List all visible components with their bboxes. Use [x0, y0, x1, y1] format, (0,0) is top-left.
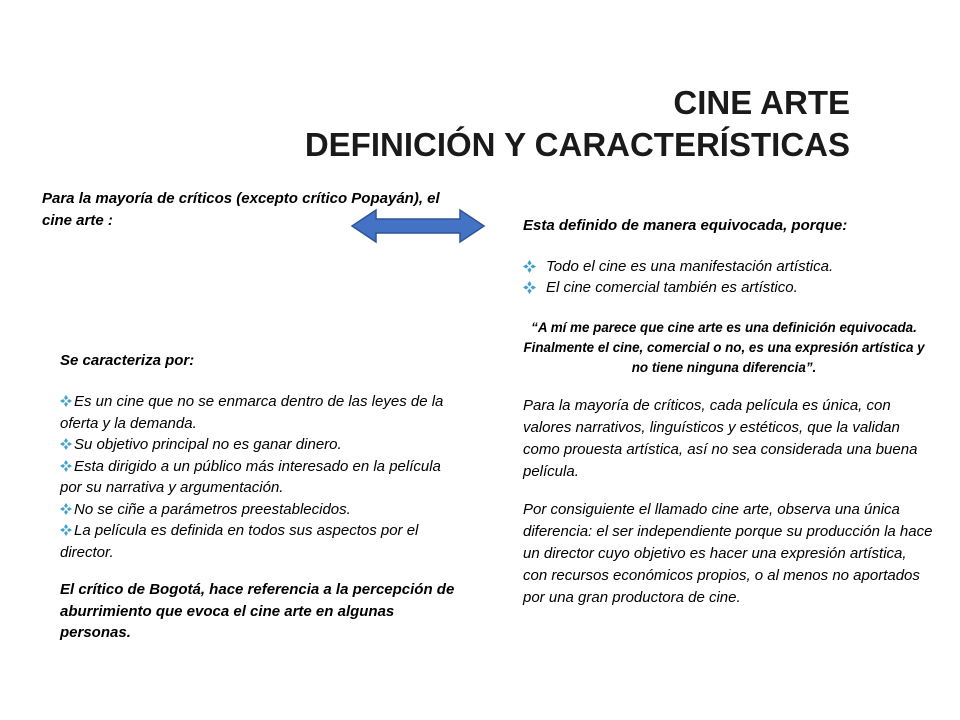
right-heading: Esta definido de manera equivocada, porque:	[523, 217, 848, 234]
diamond-bullet-icon	[60, 438, 72, 450]
diamond-bullet-icon	[60, 524, 72, 536]
diamond-bullet-icon	[523, 281, 536, 294]
right-bullet-list	[523, 256, 933, 298]
list-item	[523, 277, 933, 298]
bogota-critic-note: El crítico de Bogotá, hace referencia a la percepción de aburrimiento que evoca el cine arte en algunas personas.	[60, 581, 455, 641]
diamond-bullet-icon	[60, 503, 72, 515]
intro-text: Para la mayoría de críticos (excepto crítico Popayán), el cine arte :	[42, 190, 440, 229]
quote-text: “A mí me parece que cine arte es una definición equivocada. Finalmente el cine, comercial o no, es una expresión artística y no tiene ninguna diferencia”.	[523, 320, 925, 375]
diamond-bullet-icon	[60, 460, 72, 472]
title-line-2: DEFINICIÓN Y CARACTERÍSTICAS	[304, 126, 850, 163]
left-bullet-list	[60, 391, 460, 563]
right-bullet-text: El cine comercial también es artístico.	[546, 279, 798, 296]
left-column	[60, 350, 460, 644]
right-column	[523, 215, 933, 609]
left-bullet-text: Esta dirigido a un público más interesado en la película por su narrativa y argumentación.	[60, 457, 441, 496]
list-item	[523, 256, 933, 277]
right-bullet-text: Todo el cine es una manifestación artística.	[546, 258, 834, 275]
list-item	[60, 499, 460, 521]
paragraph-conclusion: Por consiguiente el llamado cine arte, observa una única diferencia: el ser independiente porque su producción la hace un director cuyo objetivo es hacer una expresión artística, con recursos económicos propios, o al menos no aportados por una gran productora de cine.	[523, 501, 933, 606]
slide-title	[305, 82, 850, 166]
diamond-bullet-icon	[523, 260, 536, 273]
left-heading: Se caracteriza por:	[60, 352, 195, 369]
left-bullet-text: La película es definida en todos sus aspectos por el director.	[60, 522, 419, 561]
title-line-1: CINE ARTE	[673, 84, 850, 121]
list-item	[60, 391, 460, 434]
left-bullet-text: Es un cine que no se enmarca dentro de las leyes de la oferta y la demanda.	[60, 393, 444, 432]
diamond-bullet-icon	[60, 395, 72, 407]
list-item	[60, 434, 460, 456]
left-bullet-text: No se ciñe a parámetros preestablecidos.	[74, 500, 351, 518]
double-arrow-icon	[350, 208, 486, 244]
list-item	[60, 456, 460, 499]
list-item	[60, 520, 460, 563]
paragraph-critics: Para la mayoría de críticos, cada película es única, con valores narrativos, linguísticos y estéticos, que la validan como prouesta artística, así no sea considerada una buena película.	[523, 397, 918, 480]
left-bullet-text: Su objetivo principal no es ganar dinero.	[74, 436, 342, 453]
